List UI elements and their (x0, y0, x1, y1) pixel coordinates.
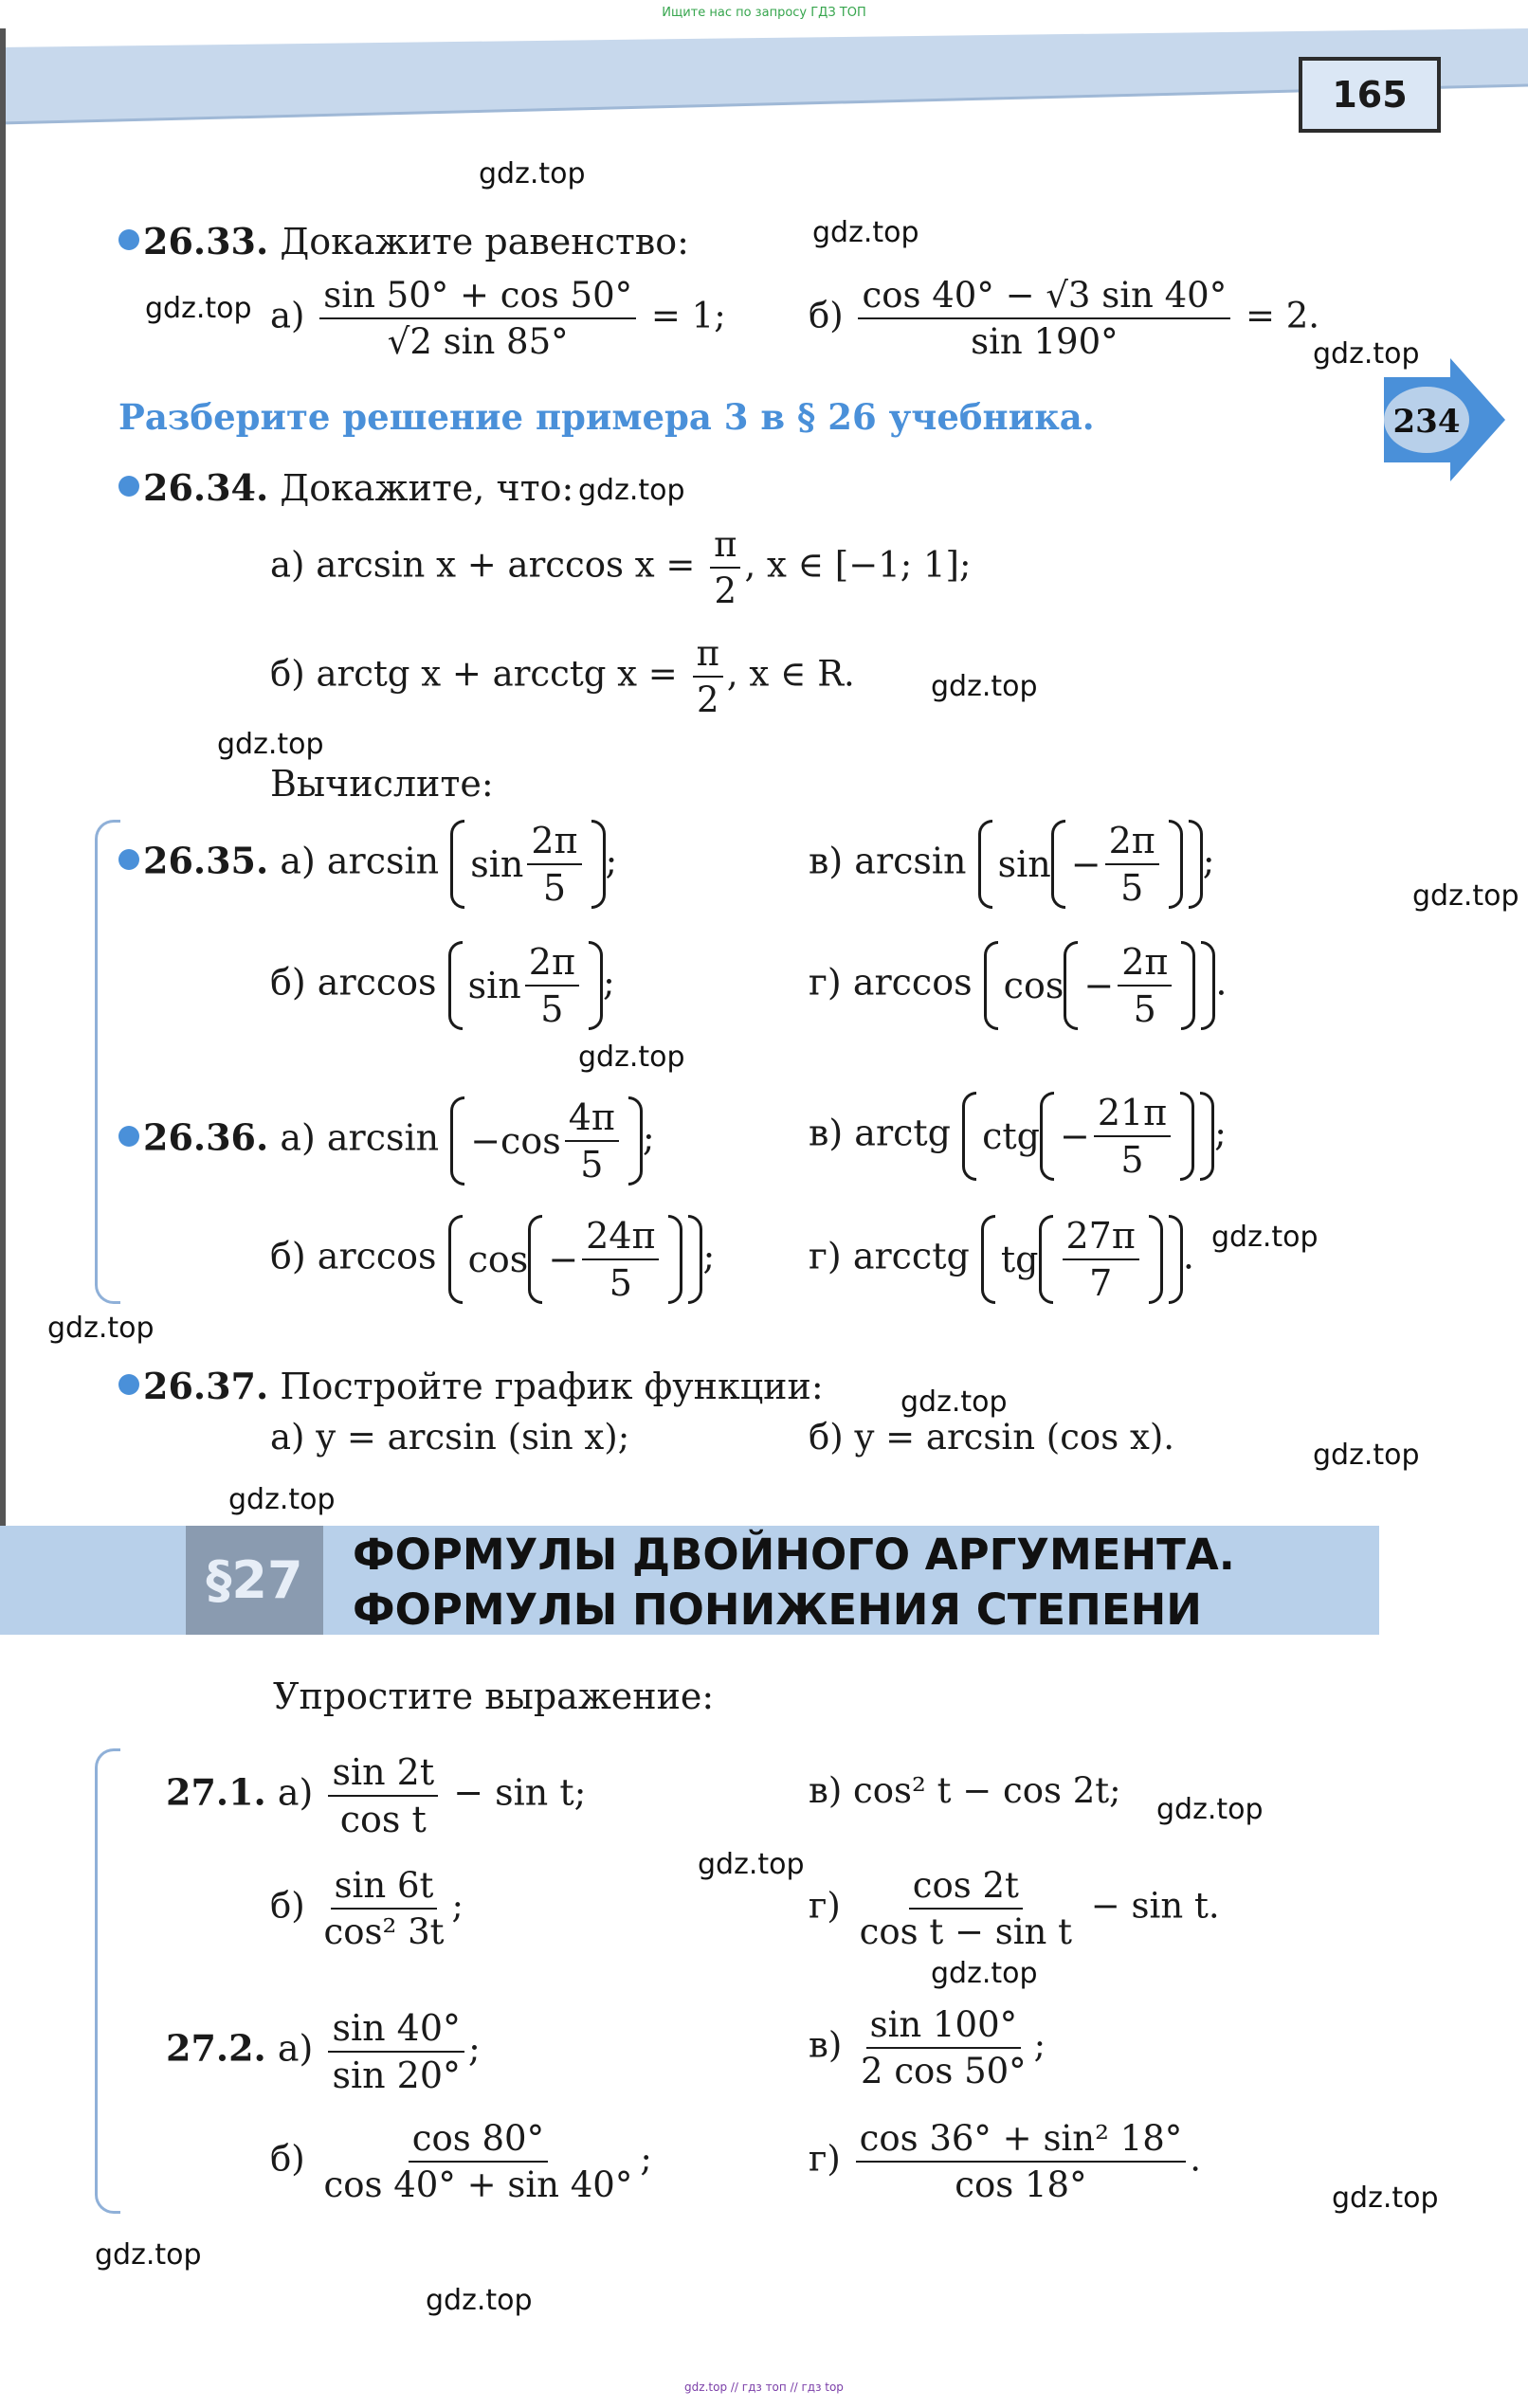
fraction: $\frac{2\pi}{5}$ (525, 941, 579, 1030)
watermark: gdz.top (578, 1041, 685, 1074)
problem-27-2-v: в) $\frac{\sin 100^\circ}{2 \cos 50^\circ}$ ; (809, 2004, 1046, 2091)
reference-number: 234 (1392, 403, 1461, 441)
watermark: gdz.top (1332, 2182, 1439, 2215)
problem-26-34-heading: 26.34. Докажите, что: (118, 466, 573, 509)
watermark: gdz.top (479, 157, 586, 190)
watermark: gdz.top (578, 474, 685, 507)
fraction: $\frac{2\pi}{5}$ (1118, 941, 1172, 1030)
problem-27-1-a: 27.1. а) $\frac{\sin 2t}{\text{cos t}}$ − sin t; (166, 1751, 587, 1840)
problem-26-34-a: а) arcsin x + arccos x = $\frac{\pi}{2}$ , x ∈ [−1; 1]; (270, 524, 972, 611)
problem-27-2-b: б) $\frac{\cos 80^\circ}{\cos 40^\circ + \sin 40^\circ}$ ; (270, 2118, 652, 2205)
parentheses (1039, 1215, 1163, 1304)
fraction: $\frac{2\pi}{5}$ (527, 820, 581, 909)
problem-26-36-v: в) arctg ctg − $\frac{21\pi}{5}$ ; (809, 1092, 1227, 1181)
watermark: gdz.top (228, 1483, 336, 1516)
watermark: gdz.top (217, 728, 324, 761)
fraction: $\frac{\sin 2t}{\text{cos t}}$ (328, 1751, 438, 1840)
fraction: $\frac{\pi}{2}$ (693, 633, 723, 720)
problem-26-37-heading: 26.37. Постройте график функции: (118, 1365, 824, 1407)
parentheses: − $\frac{2\pi}{5}$ (1051, 820, 1183, 909)
watermark: gdz.top (812, 216, 919, 249)
problem-26-33-b: б) $\frac{\cos 40^\circ - √3 \sin 40^\circ}{\sin 190^\circ}$ = 2. (809, 275, 1320, 362)
fraction: $\frac{4\pi}{5}$ (565, 1096, 619, 1186)
parentheses: ctg − $\frac{21\pi}{5}$ (962, 1092, 1214, 1181)
problem-26-36-g: г) arcctg tg $\frac{27\pi}{7}$ . (809, 1215, 1194, 1304)
problem-27-1-v: в) cos² t − cos 2t; (809, 1770, 1121, 1811)
parentheses: sin $\frac{2\pi}{5}$ (448, 941, 603, 1030)
fraction: $\frac{\sin 100^\circ}{2 \cos 50^\circ}$ (861, 2004, 1027, 2091)
watermark: gdz.top (426, 2284, 533, 2317)
bullet-icon (118, 849, 139, 870)
parentheses: − $\frac{24\pi}{5}$ (528, 1215, 682, 1304)
parentheses: cos − $\frac{2\pi}{5}$ (984, 941, 1216, 1030)
group-bracket (95, 820, 120, 1304)
problem-26-33-heading: 26.33. Докажите равенство: (118, 220, 689, 263)
watermark: gdz.top (1412, 879, 1519, 913)
fraction: $\frac{\sin 6t}{\text{cos² 3t}}$ (323, 1865, 445, 1952)
watermark: gdz.top (900, 1385, 1008, 1419)
instruction-example: Разберите решение примера 3 в § 26 учебника. (118, 396, 1095, 438)
watermark: gdz.top (1313, 1439, 1420, 1472)
watermark: gdz.top (145, 292, 252, 325)
watermark: gdz.top (1156, 1793, 1264, 1826)
page-edge (0, 28, 6, 1526)
bullet-icon (118, 1126, 139, 1147)
parentheses: tg $\frac{27\pi}{7}$ (981, 1215, 1183, 1304)
watermark: gdz.top (47, 1312, 155, 1345)
fraction: $\frac{\text{cos 36° + sin² 18°}}{\cos 18^\circ}$ (856, 2118, 1187, 2205)
parentheses: sin $\frac{2\pi}{5}$ (450, 820, 605, 909)
bullet-icon (118, 476, 139, 497)
problem-26-33-a: а) $\frac{\sin 50^\circ + \cos 50^\circ}{√2 \sin 85^\circ}$ = 1; (270, 275, 726, 362)
group-bracket (95, 1748, 120, 2214)
fraction: $\frac{27\pi}{7}$ (1063, 1215, 1139, 1304)
fraction: $\frac{\sin 40^\circ}{\sin 20^\circ}$ (328, 2007, 464, 2096)
watermark: gdz.top (931, 670, 1038, 703)
section-number: §27 (206, 1550, 303, 1610)
fraction: $\frac{\pi}{2}$ (710, 524, 740, 611)
watermark: gdz.top (1313, 337, 1420, 371)
problem-26-35-g: г) arccos cos − $\frac{2\pi}{5}$ . (809, 941, 1228, 1030)
simplify-heading: Упростите выражение: (273, 1675, 715, 1717)
parentheses: −cos $\frac{4\pi}{5}$ (450, 1096, 643, 1186)
problem-27-1-g: г) $\frac{\cos 2t}{\text{cos t − sin t}}$ − sin t. (809, 1865, 1220, 1952)
bottom-note: gdz.top // гдз топ // гдз top (684, 2381, 844, 2394)
problem-26-34-b: б) arctg x + arcctg x = $\frac{\pi}{2}$ , x ∈ R. (270, 633, 855, 720)
parentheses: cos − $\frac{24\pi}{5}$ (448, 1215, 703, 1304)
problem-26-36-b: б) arccos cos − $\frac{24\pi}{5}$ ; (270, 1215, 716, 1304)
section-title: ФОРМУЛЫ ДВОЙНОГО АРГУМЕНТА. ФОРМУЛЫ ПОНИЖЕНИЯ СТЕПЕНИ (353, 1530, 1235, 1635)
problem-27-2-g: г) $\frac{\text{cos 36° + sin² 18°}}{\cos 18^\circ}$ . (809, 2118, 1202, 2205)
watermark: gdz.top (95, 2238, 202, 2272)
reference-arrow-icon (1384, 358, 1507, 481)
top-note: Ищите нас по запросу ГДЗ ТОП (662, 6, 866, 20)
problem-26-35-v: в) arcsin sin − $\frac{2\pi}{5}$ ; (809, 820, 1215, 909)
section-number-box (186, 1526, 323, 1635)
problem-26-37-b: б) y = arcsin (cos x). (809, 1417, 1175, 1457)
fraction: $\frac{24\pi}{5}$ (582, 1215, 659, 1304)
fraction: $\frac{\sin 50^\circ + \cos 50^\circ}{√2 \sin 85^\circ}$ (319, 275, 636, 362)
problem-27-1-b: б) $\frac{\sin 6t}{\text{cos² 3t}}$ ; (270, 1865, 464, 1952)
watermark: gdz.top (1211, 1221, 1319, 1254)
problem-27-2-a: 27.2. а) $\frac{\sin 40^\circ}{\sin 20^\circ}$ ; (166, 2007, 481, 2096)
bullet-icon (118, 1374, 139, 1395)
watermark: gdz.top (698, 1848, 805, 1881)
problem-26-35-a: 26.35. а) arcsin sin $\frac{2\pi}{5}$ ; (118, 820, 617, 909)
watermark: gdz.top (931, 1957, 1038, 1990)
page-number: 165 (1299, 57, 1441, 133)
problem-26-36-a: 26.36. а) arcsin −cos $\frac{4\pi}{5}$ ; (118, 1096, 655, 1186)
fraction: $\frac{\cos 40^\circ - √3 \sin 40^\circ}{\sin 190^\circ}$ (858, 275, 1230, 362)
parentheses: sin − $\frac{2\pi}{5}$ (978, 820, 1203, 909)
bullet-icon (118, 229, 139, 250)
problem-26-35-b: б) arccos sin $\frac{2\pi}{5}$ ; (270, 941, 615, 1030)
compute-heading: Вычислите: (270, 763, 494, 805)
parentheses: − $\frac{21\pi}{5}$ (1040, 1092, 1194, 1181)
problem-26-37-a: а) y = arcsin (sin x); (270, 1417, 630, 1457)
fraction: $\frac{\cos 80^\circ}{\cos 40^\circ + \sin 40^\circ}$ (323, 2118, 633, 2205)
fraction: $\frac{\cos 2t}{\text{cos t − sin t}}$ (859, 1865, 1073, 1952)
fraction: $\frac{21\pi}{5}$ (1094, 1092, 1171, 1181)
fraction: $\frac{2\pi}{5}$ (1105, 820, 1159, 909)
parentheses: − $\frac{2\pi}{5}$ (1064, 941, 1195, 1030)
